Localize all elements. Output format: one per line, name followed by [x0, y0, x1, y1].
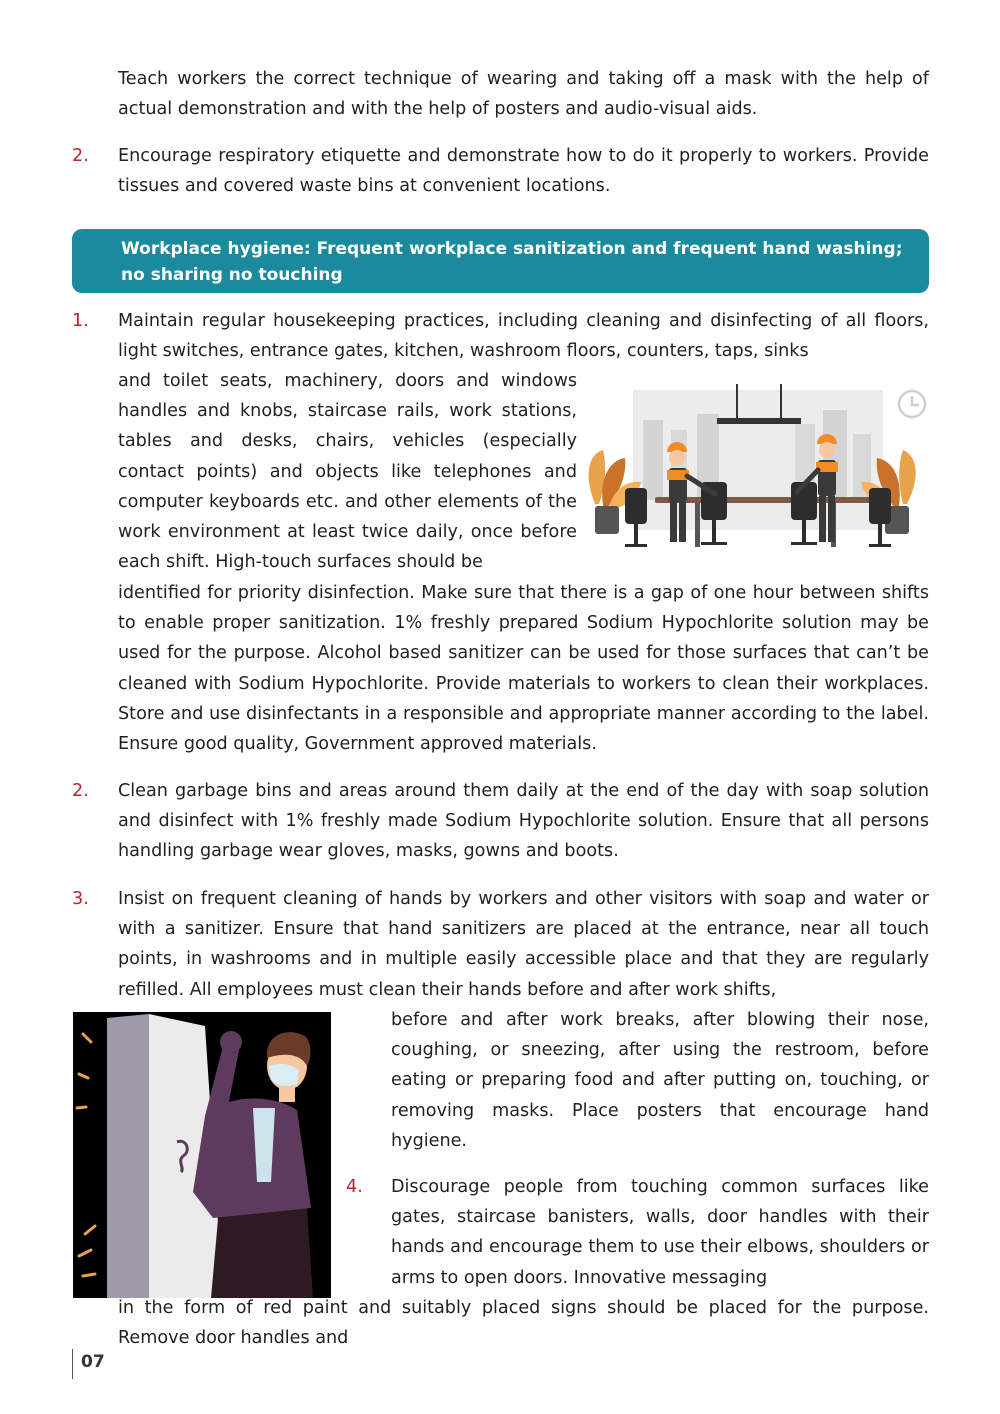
- list-number: 1.: [72, 311, 89, 331]
- cleaning-illustration: [585, 384, 930, 564]
- section-heading-banner: [72, 229, 929, 293]
- intro-item-2: Encourage respiratory etiquette and demonstrate how to do it properly to workers. Provide tissues and covered waste bins at convenient locations.: [118, 146, 929, 197]
- item-4-text-bottom: in the form of red paint and suitably placed signs should be placed for the purpose. Remove door handles and: [118, 1298, 929, 1349]
- item-1-text-side: and toilet seats, machinery, doors and windows handles and knobs, staircase rails, work stations, tables and desks, chairs, vehicles (especially contact points) and objects like telephones and computer keyboards etc. and other elements of the work environment at least twice daily, once before each shift. High-touch surfaces should be: [118, 371, 577, 573]
- intro-continuation: Teach workers the correct technique of wearing and taking off a mask with the help of actual demonstration and with the help of posters and audio-visual aids.: [118, 69, 929, 120]
- ceiling-lamp: [717, 418, 801, 424]
- list-number: 2.: [72, 781, 89, 801]
- item-2-text: Clean garbage bins and areas around them daily at the end of the day with soap solution and disinfect with 1% freshly made Sodium Hypochlorite solution. Ensure that all persons handling garbage wear gloves, masks, gowns and boots.: [118, 781, 929, 862]
- item-4-text-side: Discourage people from touching common surfaces like gates, staircase banisters, walls, door handles with their hands and encourage them to use their elbows, shoulders or arms to open doors. Innovative messaging: [391, 1177, 929, 1288]
- section-heading: Workplace hygiene: Frequent workplace sanitization and frequent hand washing; no sharing no touching: [121, 239, 903, 285]
- item-3-text-top: Insist on frequent cleaning of hands by workers and other visitors with soap and water or with a sanitizer. Ensure that hand sanitizers are placed at the entrance, near all touch points, in washrooms and in multiple easily accessible place and that they are regularly refilled. All employees must clean their hands before and after work shifts,: [118, 889, 929, 1000]
- door-illustration: [73, 1012, 331, 1298]
- list-number: 3.: [72, 889, 89, 909]
- clock-icon: [899, 391, 925, 417]
- item-1-text-top: Maintain regular housekeeping practices, including cleaning and disinfecting of all floors, light switches, entrance gates, kitchen, washroom floors, counters, taps, sinks: [118, 311, 929, 362]
- door-frame: [107, 1014, 149, 1298]
- page-footer: [72, 1349, 105, 1379]
- item-1-text-bottom: identified for priority disinfection. Make sure that there is a gap of one hour between shifts to enable proper sanitization. 1% freshly prepared Sodium Hypochlorite solution may be used for the purpose. Alcohol based sanitizer can be used for those surfaces that can’t be cleaned with Sodium Hypochlorite. Provide materials to workers to clean their workplaces. Store and use disinfectants in a responsible and appropriate manner according to the label. Ensure good quality, Government approved materials.: [118, 583, 929, 755]
- page-number: 07: [81, 1352, 105, 1372]
- list-number: 2.: [72, 146, 89, 166]
- list-number: 4.: [346, 1177, 363, 1197]
- item-3-text-side: before and after work breaks, after blowing their nose, coughing, or sneezing, after using the restroom, before eating or preparing food and after putting on, touching, or removing masks. Place posters that encourage hand hygiene.: [391, 1010, 929, 1151]
